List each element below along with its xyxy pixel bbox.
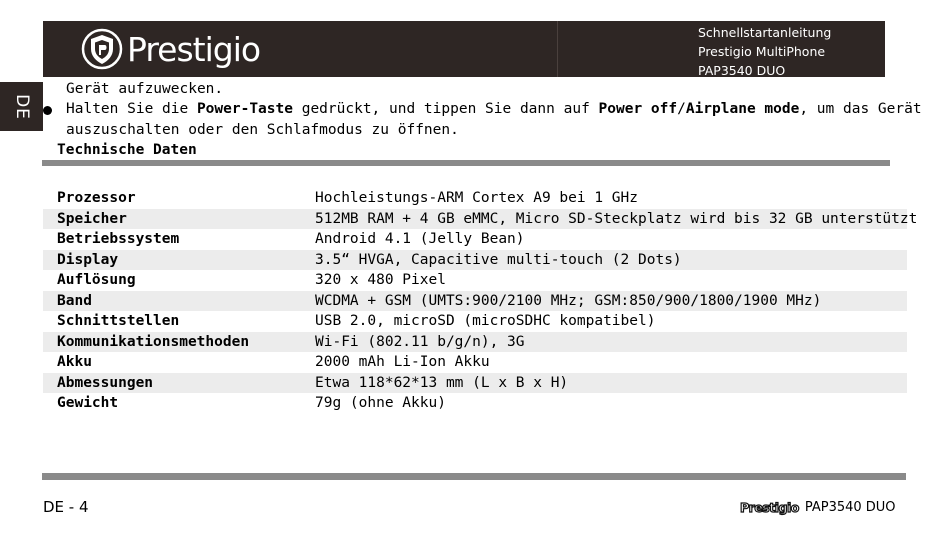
table-row	[43, 229, 907, 250]
table-row	[43, 291, 907, 312]
product-line: Prestigio MultiPhone	[698, 44, 826, 59]
spec-key: Band	[57, 292, 92, 309]
brand-logo	[81, 25, 260, 73]
footer-logo: Prestigio	[740, 500, 799, 515]
spec-value: 79g (ohne Akku)	[315, 395, 446, 411]
spec-value: 3.5“ HVGA, Capacitive multi-touch (2 Dots)	[315, 251, 682, 268]
bullet-text-3: , um das Gerät	[799, 101, 922, 117]
power-off-label: Power off	[598, 101, 678, 117]
top-rule	[42, 160, 890, 166]
spec-key: Akku	[57, 354, 92, 370]
spec-key: Auflösung	[57, 272, 136, 288]
footer-brand	[740, 500, 896, 515]
spec-key: Display	[57, 251, 119, 268]
footer-model: PAP3540 DUO	[804, 500, 896, 515]
header-divider	[557, 21, 558, 77]
bullet-text-1: Halten Sie die	[66, 101, 197, 117]
header-bar	[43, 21, 885, 77]
table-row	[43, 188, 907, 209]
table-row	[43, 270, 907, 291]
model-name: PAP3540 DUO	[698, 63, 786, 78]
page-number: DE - 4	[43, 498, 89, 516]
spec-key: Prozessor	[57, 190, 136, 206]
table-row	[43, 250, 907, 271]
section-title: Technische Daten	[57, 142, 197, 158]
continuation-line: Gerät aufzuwecken.	[66, 81, 224, 97]
spec-key: Abmessungen	[57, 374, 154, 391]
spec-key: Schnittstellen	[57, 313, 180, 329]
spec-value: WCDMA + GSM (UMTS:900/2100 MHz; GSM:850/900/1800/1900 MHz)	[315, 292, 822, 309]
spec-value: Android 4.1 (Jelly Bean)	[315, 231, 525, 247]
spec-value: Wi-Fi (802.11 b/g/n), 3G	[315, 333, 525, 350]
bullet-line	[66, 99, 922, 119]
table-row	[43, 209, 918, 230]
table-row	[43, 373, 907, 394]
slash-text: /	[677, 101, 686, 117]
spec-table	[43, 188, 918, 414]
brand-name: Prestigio	[127, 29, 261, 69]
spec-value: USB 2.0, microSD (microSDHC kompatibel)	[315, 313, 656, 329]
header-info	[698, 23, 883, 80]
table-row	[43, 311, 907, 332]
spec-key: Kommunikationsmethoden	[57, 333, 250, 350]
language-tab	[0, 82, 43, 131]
spec-value: Etwa 118*62*13 mm (L x B x H)	[315, 374, 569, 391]
table-row	[43, 352, 907, 373]
spec-value: 2000 mAh Li-Ion Akku	[315, 354, 490, 370]
table-row	[43, 393, 907, 414]
bullet-icon	[43, 106, 52, 115]
bullet-line-2: auszuschalten oder den Schlafmodus zu öffnen.	[66, 122, 459, 138]
doc-type: Schnellstartanleitung	[698, 25, 832, 40]
bullet-text-2: gedrückt, und tippen Sie dann auf	[292, 101, 599, 117]
spec-value: 320 x 480 Pixel	[315, 272, 446, 288]
bottom-rule	[42, 473, 906, 480]
spec-key: Gewicht	[57, 395, 119, 411]
table-row	[43, 332, 907, 353]
airplane-mode-label: Airplane mode	[685, 101, 800, 117]
spec-key: Betriebssystem	[57, 231, 180, 247]
spec-value: Hochleistungs-ARM Cortex A9 bei 1 GHz	[315, 190, 639, 206]
spec-value: 512MB RAM + 4 GB eMMC, Micro SD-Steckplatz wird bis 32 GB unterstützt	[315, 210, 918, 227]
language-label: DE	[11, 93, 32, 120]
shield-logo-icon	[81, 28, 123, 70]
power-key-label: Power-Taste	[196, 101, 293, 117]
spec-key: Speicher	[57, 210, 127, 227]
